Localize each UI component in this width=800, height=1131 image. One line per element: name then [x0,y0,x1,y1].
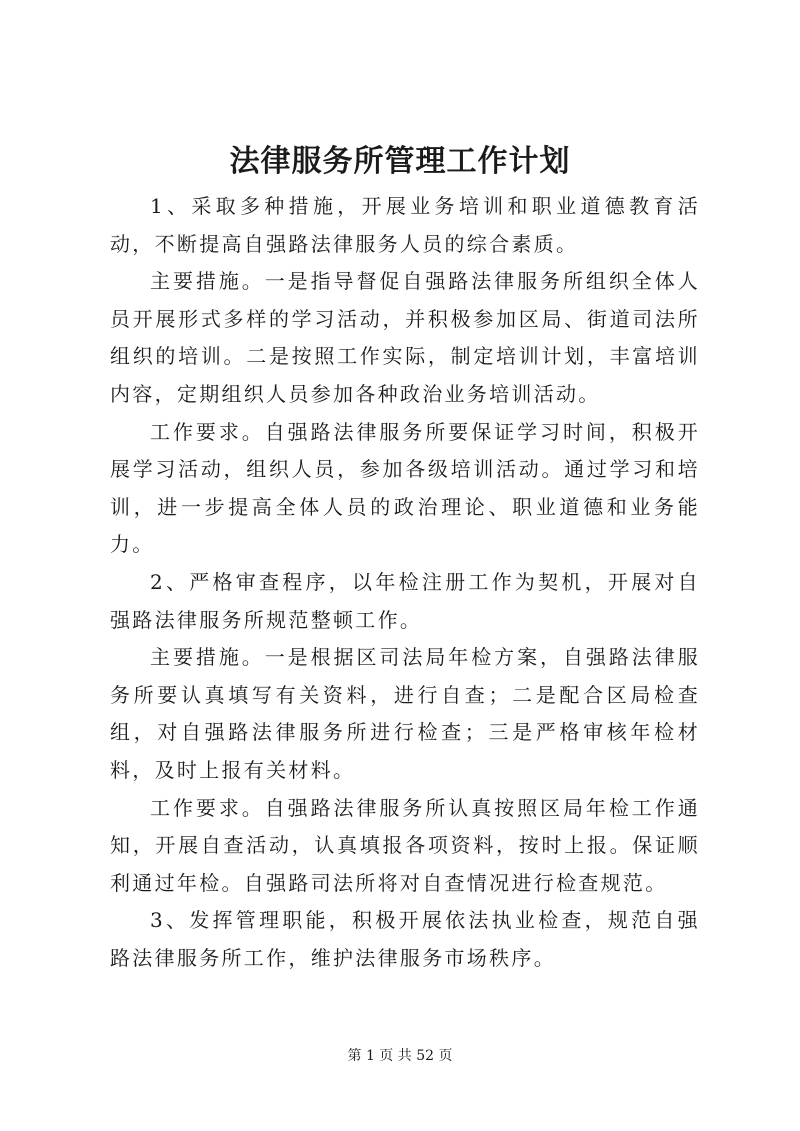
paragraph-5: 主要措施。一是根据区司法局年检方案，自强路法律服务所要认真填写有关资料，进行自查；二是配合区局检查组，对自强路法律服务所进行检查；三是严格审核年检材料，及时上报有关材料。 [110,645,700,782]
paragraph-7: 3、发挥管理职能，积极开展依法执业检查，规范自强路法律服务所工作，维护法律服务市场秩序。 [110,908,700,970]
paragraph-1: 1、采取多种措施，开展业务培训和职业道德教育活动，不断提高自强路法律服务人员的综合素质。 [110,194,700,256]
document-body [110,188,700,977]
paragraph-2: 主要措施。一是指导督促自强路法律服务所组织全体人员开展形式多样的学习活动，并积极参加区局、街道司法所组织的培训。二是按照工作实际，制定培训计划，丰富培训内容，定期组织人员参加各种政治业务培训活动。 [110,269,700,406]
paragraph-4: 2、严格审查程序，以年检注册工作为契机，开展对自强路法律服务所规范整顿工作。 [110,569,700,632]
page-number-footer: 第 1 页 共 52 页 [347,1048,453,1064]
document-title: 法律服务所管理工作计划 [229,144,571,179]
paragraph-6: 工作要求。自强路法律服务所认真按照区局年检工作通知，开展自查活动，认真填报各项资料，按时上报。保证顺利通过年检。自强路司法所将对自查情况进行检查规范。 [110,795,700,895]
paragraph-3: 工作要求。自强路法律服务所要保证学习时间，积极开展学习活动，组织人员，参加各级培训活动。通过学习和培训，进一步提高全体人员的政治理论、职业道德和业务能力。 [110,419,700,557]
